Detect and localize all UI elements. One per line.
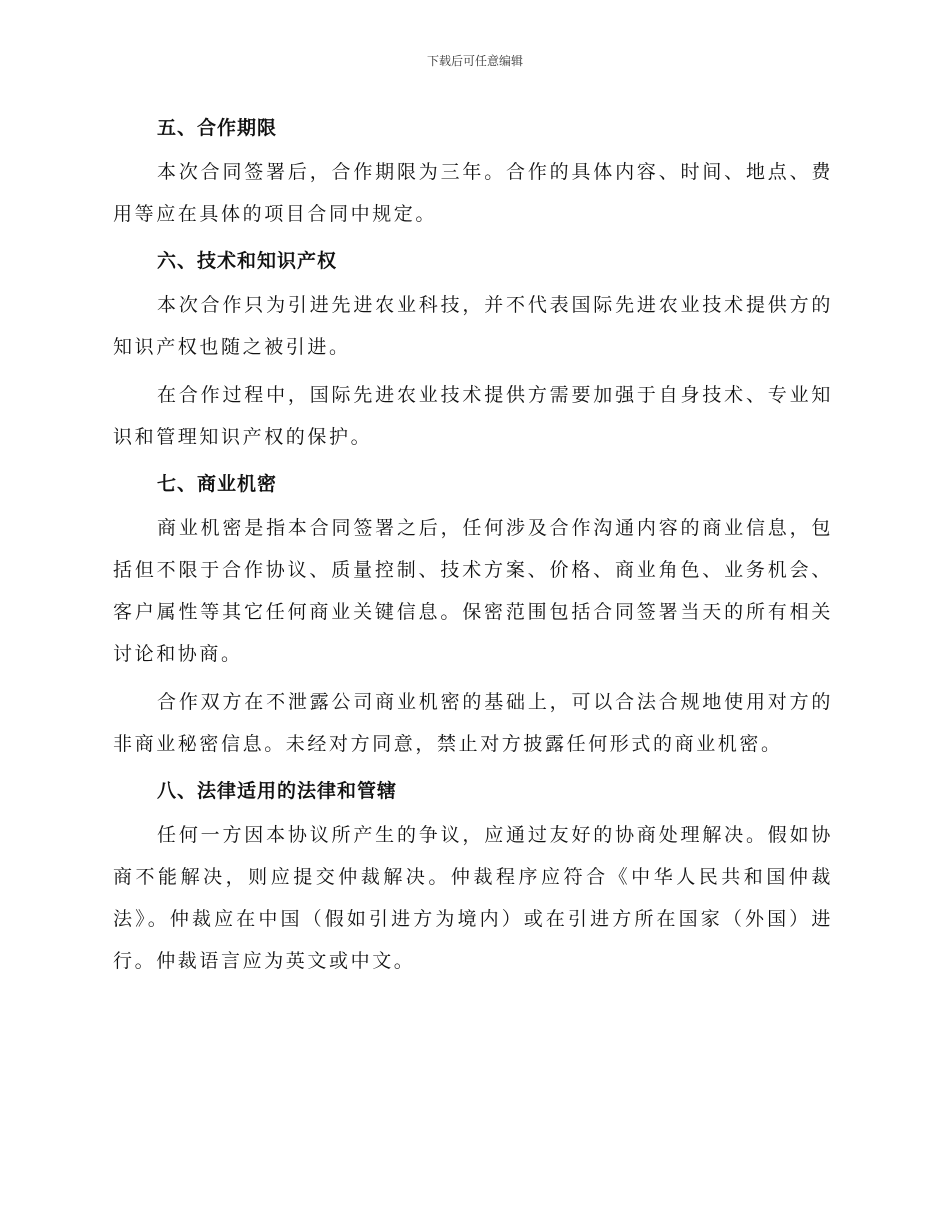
paragraph: 任何一方因本协议所产生的争议，应通过友好的协商处理解决。假如协商不能解决，则应提交仲裁解决。仲裁程序应符合《中华人民共和国仲裁法》。仲裁应在中国（假如引进方为境内）或在引进方所在国家（外国）进行。仲裁语言应为英文或中文。 (113, 824, 833, 972)
section-heading: 七、商业机密 (157, 473, 278, 495)
section-heading: 八、法律适用的法律和管辖 (157, 780, 398, 802)
section-governing-law (113, 771, 833, 982)
section-heading: 五、合作期限 (157, 117, 278, 139)
section-heading: 六、技术和知识产权 (157, 250, 338, 272)
paragraph: 合作双方在不泄露公司商业机密的基础上，可以合法合规地使用对方的非商业秘密信息。未经对方同意，禁止对方披露任何形式的商业机密。 (113, 691, 833, 755)
paragraph: 商业机密是指本合同签署之后，任何涉及合作沟通内容的商业信息，包括但不限于合作协议、质量控制、技术方案、价格、商业角色、业务机会、客户属性等其它任何商业关键信息。保密范围包括合同签署当天的所有相关讨论和协商。 (113, 517, 833, 665)
document-body (113, 108, 833, 988)
section-ip (113, 241, 833, 458)
paragraph: 本次合作只为引进先进农业科技，并不代表国际先进农业技术提供方的知识产权也随之被引进。 (113, 294, 833, 358)
paragraph: 在合作过程中，国际先进农业技术提供方需要加强于自身技术、专业知识和管理知识产权的保护。 (113, 384, 833, 448)
paragraph: 本次合同签署后，合作期限为三年。合作的具体内容、时间、地点、费用等应在具体的项目合同中规定。 (113, 161, 833, 225)
section-term (113, 108, 833, 235)
page-header: 下载后可任意编辑 (426, 54, 523, 68)
section-trade-secrets (113, 464, 833, 765)
